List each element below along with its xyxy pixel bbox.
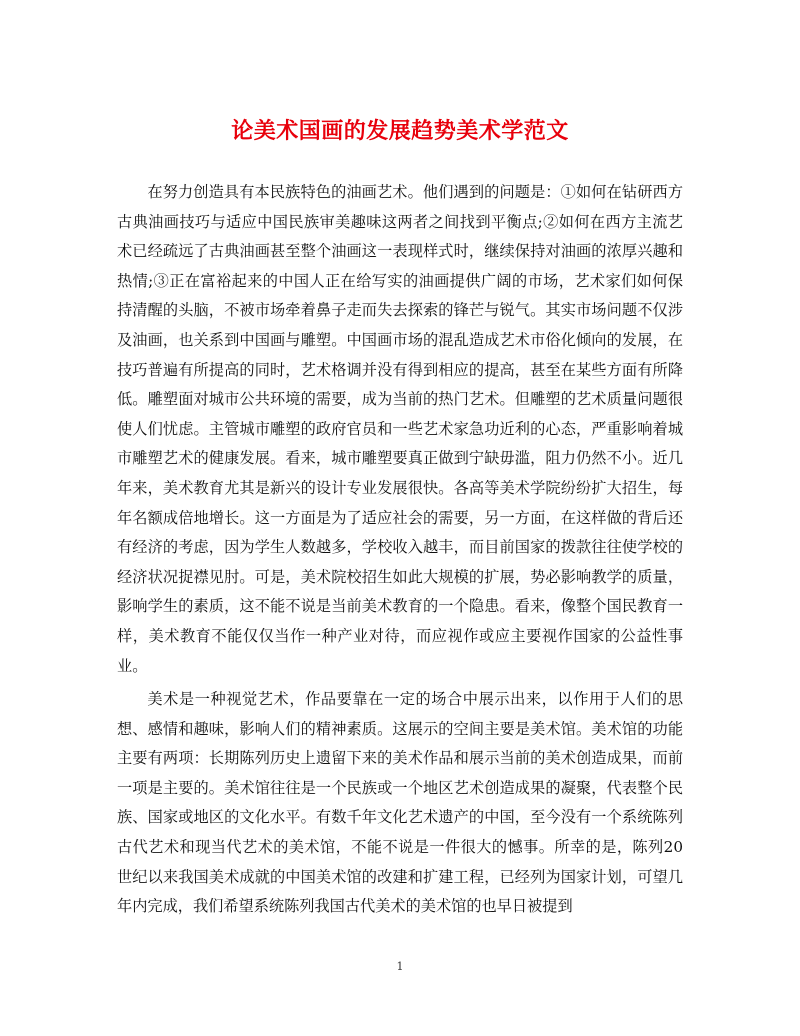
paragraph-1: 在努力创造具有本民族特色的油画艺术。他们遇到的问题是：①如何在钻研西方古典油画技巧与适应中国民族审美趣味这两者之间找到平衡点;②如何在西方主流艺术已经疏远了古典油画甚至整个油画这一表现样式时，继续保持对油画的浓厚兴趣和热情;③正在富裕起来的中国人正在给写实的油画提供广阔的市场，艺术家们如何保持清醒的头脑，不被市场牵着鼻子走而失去探索的锋芒与锐气。其实市场问题不仅涉及油画，也关系到中国画与雕塑。中国画市场的混乱造成艺术市俗化倾向的发展，在技巧普遍有所提高的同时，艺术格调并没有得到相应的提高，甚至在某些方面有所降低。雕塑面对城市公共环境的需要，成为当前的热门艺术。但雕塑的艺术质量问题很使人们忧虑。主管城市雕塑的政府官员和一些艺术家急功近利的心态，严重影响着城市雕塑艺术的健康发展。看来，城市雕塑要真正做到宁缺毋滥，阻力仍然不小。近几年来，美术教育尤其是新兴的设计专业发展很快。各高等美术学院纷纷扩大招生，每年名额成倍地增长。这一方面是为了适应社会的需要，另一方面，在这样做的背后还有经济的考虑，因为学生人数越多，学校收入越丰，而目前国家的拨款往往使学校的经济状况捉襟见肘。可是，美术院校招生如此大规模的扩展，势必影响教学的质量，影响学生的素质，这不能不说是当前美术教育的一个隐患。看来，像整个国民教育一样，美术教育不能仅仅当作一种产业对待，而应视作或应主要视作国家的公益性事业。	[117, 183, 683, 675]
page-number: 1	[396, 960, 404, 973]
document-body	[117, 178, 683, 926]
document-title: 论美术国画的发展趋势美术学范文	[231, 118, 569, 144]
paragraph-2: 美术是一种视觉艺术，作品要靠在一定的场合中展示出来，以作用于人们的思想、感情和趣味，影响人们的精神素质。这展示的空间主要是美术馆。美术馆的功能主要有两项：长期陈列历史上遗留下来的美术作品和展示当前的美术创造成果，而前一项是主要的。美术馆往往是一个民族或一个地区艺术创造成果的凝聚，代表整个民族、国家或地区的文化水平。有数千年文化艺术遗产的中国，至今没有一个系统陈列古代艺术和现当代艺术的美术馆，不能不说是一件很大的憾事。所幸的是，陈列20世纪以来我国美术成就的中国美术馆的改建和扩建工程，已经列为国家计划，可望几年内完成，我们希望系统陈列我国古代美术的美术馆的也早日被提到	[117, 690, 683, 916]
